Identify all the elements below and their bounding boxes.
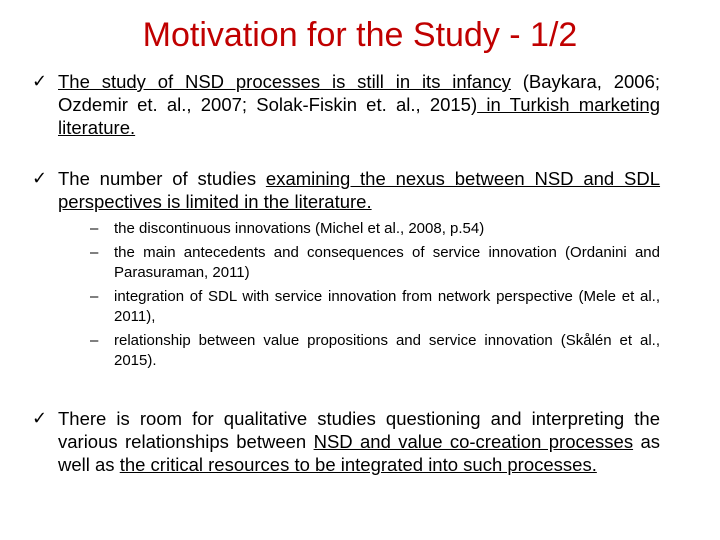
bullet-text-segment: The number of xyxy=(58,168,198,189)
bullet-text-segment: (Baykara, 2006; Ozdemir et. al., 2007; Solak-Fiskin et. al., 2015) xyxy=(58,71,660,115)
sub-bullet-text: the main antecedents and consequences of service innovation (Ordanini and Parasuraman, 2011) xyxy=(114,244,660,281)
dash-marker: – xyxy=(90,220,99,237)
sub-bullet-item xyxy=(86,287,660,327)
bullet-text-segment: examining the nexus between NSD and SDL perspectives is limited in the literature. xyxy=(58,168,661,212)
sub-bullet-text: the discontinuous innovations (Michel et al., 2008, p.54) xyxy=(114,220,485,237)
bullet-text-segment: There is room for qualitative studies questioning and interpreting the various relationships between xyxy=(58,408,660,452)
bullet-item xyxy=(32,407,660,476)
bullet-text-segment: The study of NSD processes is still in its infancy xyxy=(58,71,511,92)
bullet-item xyxy=(32,167,660,213)
bullet-text xyxy=(58,167,660,213)
bullet-text-segment: studies xyxy=(197,168,266,189)
sub-bullet-text: relationship between value propositions and service innovation (Skålén et al., 2015). xyxy=(114,332,660,369)
dash-marker: – xyxy=(90,288,99,305)
slide-title: Motivation for the Study - 1/2 xyxy=(142,16,578,54)
bullet-text-segment: in Turkish marketing literature. xyxy=(58,94,660,138)
sub-bullet-item xyxy=(86,243,660,283)
check-icon: ✓ xyxy=(32,71,48,91)
bullet-list xyxy=(32,70,660,476)
bullet-text-segment: as well as xyxy=(58,431,660,475)
check-icon: ✓ xyxy=(32,408,48,428)
sub-bullet-text: integration of SDL with service innovation from network perspective (Mele et al., 2011), xyxy=(114,288,660,325)
bullet-text-segment: NSD and value co-creation processes xyxy=(313,431,634,452)
check-icon: ✓ xyxy=(32,168,48,188)
bullet-text-segment: the critical resources to be integrated into such processes. xyxy=(119,454,597,475)
bullet-text xyxy=(58,70,660,139)
sub-bullet-item xyxy=(86,331,660,371)
bullet-text xyxy=(58,407,660,476)
bullet-item xyxy=(32,70,660,139)
sub-bullet-list xyxy=(86,219,660,371)
dash-marker: – xyxy=(90,244,99,261)
sub-bullet-item xyxy=(86,219,660,239)
dash-marker: – xyxy=(90,332,99,349)
